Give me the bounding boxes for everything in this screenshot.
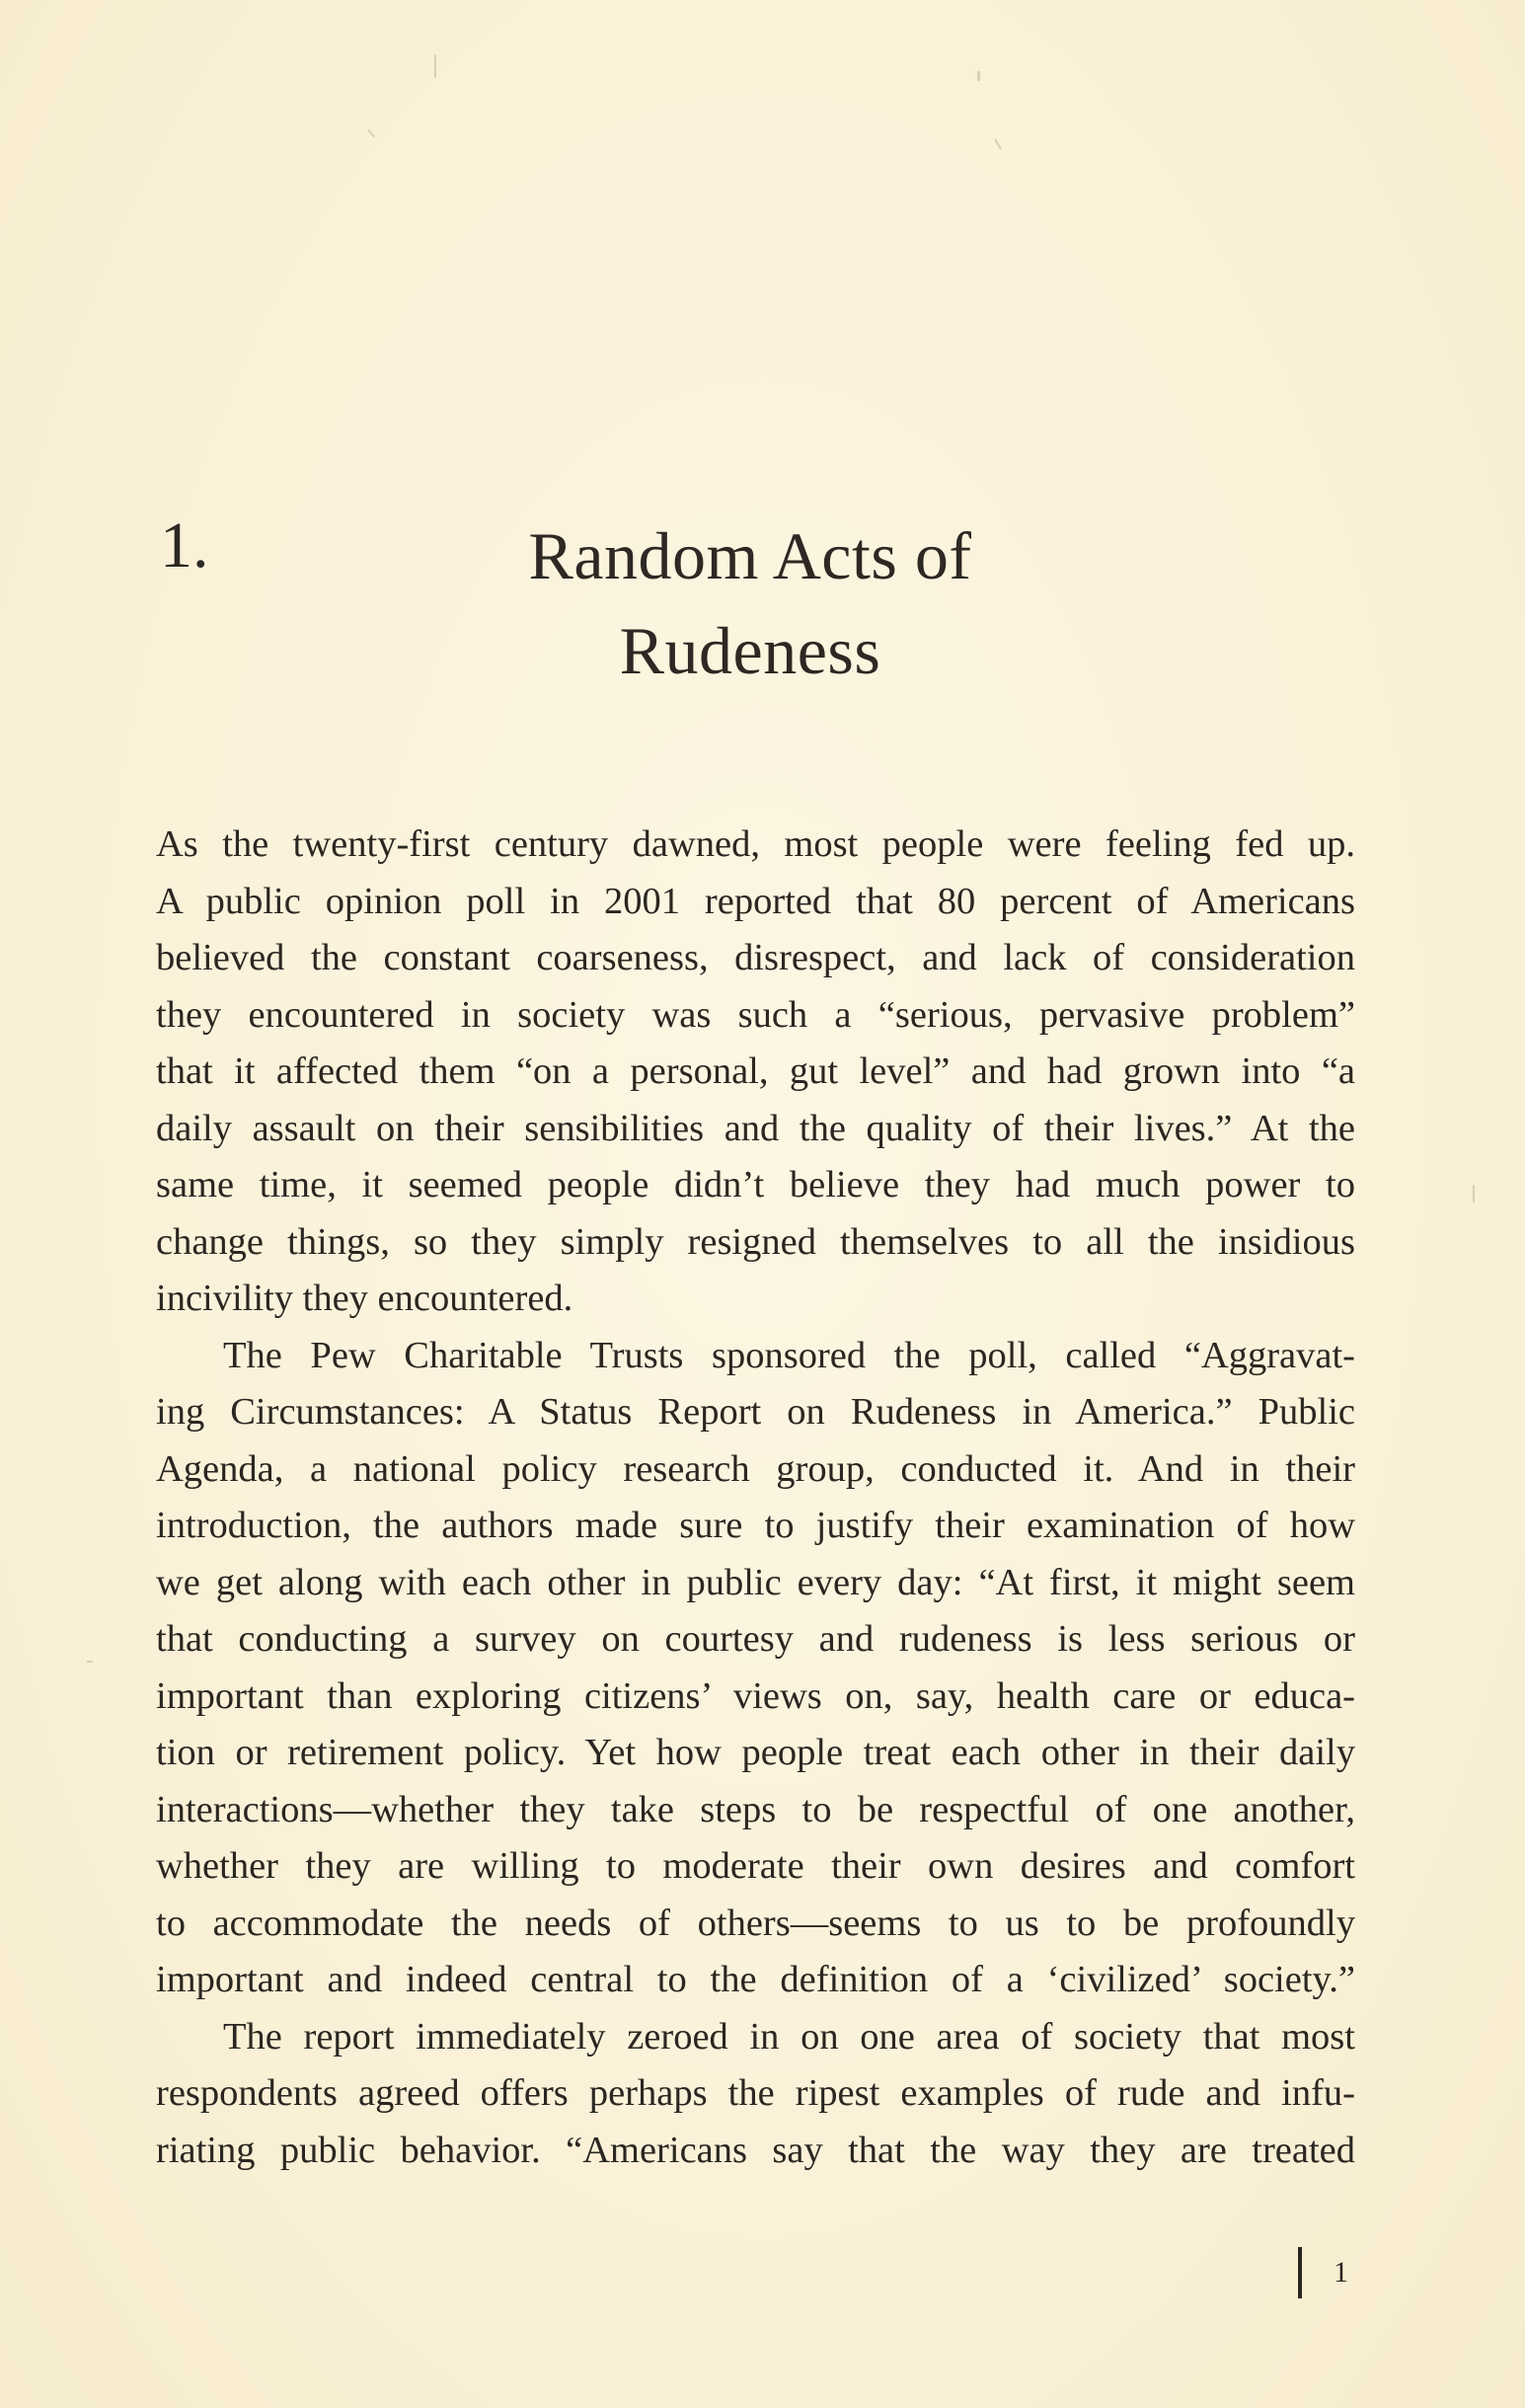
text-line: Agenda, a national policy research group, conducted it. And in their [156, 1447, 1355, 1490]
folio-rule [1298, 2247, 1302, 2298]
text-line: that conducting a survey on courtesy and rudeness is less serious or [156, 1618, 1355, 1660]
chapter-title-line: Rudeness [619, 613, 881, 688]
paper-speck [87, 1661, 93, 1663]
page-number: 1 [1334, 2256, 1348, 2289]
text-line: important and indeed central to the definition of a ‘civilized’ society.” [156, 1959, 1355, 2000]
text-line: that it affected them “on a personal, gut level” and had grown into “a [156, 1050, 1355, 1092]
text-line: The report immediately zeroed in on one area of society that most [223, 2015, 1355, 2058]
text-line: believed the constant coarseness, disrespect, and lack of consideration [156, 937, 1355, 978]
paragraph [156, 816, 1355, 1328]
chapter-title-line: Random Acts of [528, 518, 972, 593]
paper-speck [434, 54, 436, 78]
text-line: whether they are willing to moderate their own desires and comfort [156, 1845, 1355, 1887]
text-line: The Pew Charitable Trusts sponsored the poll, called “Aggravat- [223, 1334, 1355, 1376]
body-text [156, 816, 1355, 2179]
text-line: we get along with each other in public every day: “At first, it might seem [156, 1561, 1355, 1603]
text-line: riating public behavior. “Americans say that the way they are treated [156, 2129, 1355, 2171]
paper-speck [1473, 1185, 1475, 1203]
text-line: daily assault on their sensibilities and the quality of their lives.” At the [156, 1107, 1355, 1149]
paper-speck [994, 138, 1002, 149]
page-folio [1298, 2243, 1348, 2302]
text-line: A public opinion poll in 2001 reported that 80 percent of Americans [156, 880, 1355, 922]
chapter-title [375, 508, 1125, 698]
text-line: As the twenty-first century dawned, most people were feeling fed up. [156, 823, 1355, 865]
paper-speck [367, 129, 375, 138]
text-line: ing Circumstances: A Status Report on Rudeness in America.” Public [156, 1391, 1355, 1433]
text-line: change things, so they simply resigned themselves to all the insidious [156, 1220, 1355, 1263]
text-line: same time, it seemed people didn’t believe they had much power to [156, 1164, 1355, 1205]
text-line: respondents agreed offers perhaps the ripest examples of rude and infu- [156, 2072, 1355, 2114]
text-line: they encountered in society was such a “serious, pervasive problem” [156, 993, 1355, 1036]
paper-speck [977, 71, 980, 81]
chapter-number: 1. [160, 509, 209, 582]
text-line: to accommodate the needs of others—seems to us to be profoundly [156, 1902, 1355, 1944]
paragraph [156, 2009, 1355, 2180]
text-line: tion or retirement policy. Yet how people treat each other in their daily [156, 1732, 1355, 1773]
text-line: introduction, the authors made sure to justify their examination of how [156, 1505, 1355, 1546]
text-line: incivility they encountered. [156, 1278, 573, 1319]
text-line: interactions—whether they take steps to be respectful of one another, [156, 1788, 1355, 1830]
text-line: important than exploring citizens’ views on, say, health care or educa- [156, 1674, 1355, 1717]
paragraph [156, 1328, 1355, 2009]
